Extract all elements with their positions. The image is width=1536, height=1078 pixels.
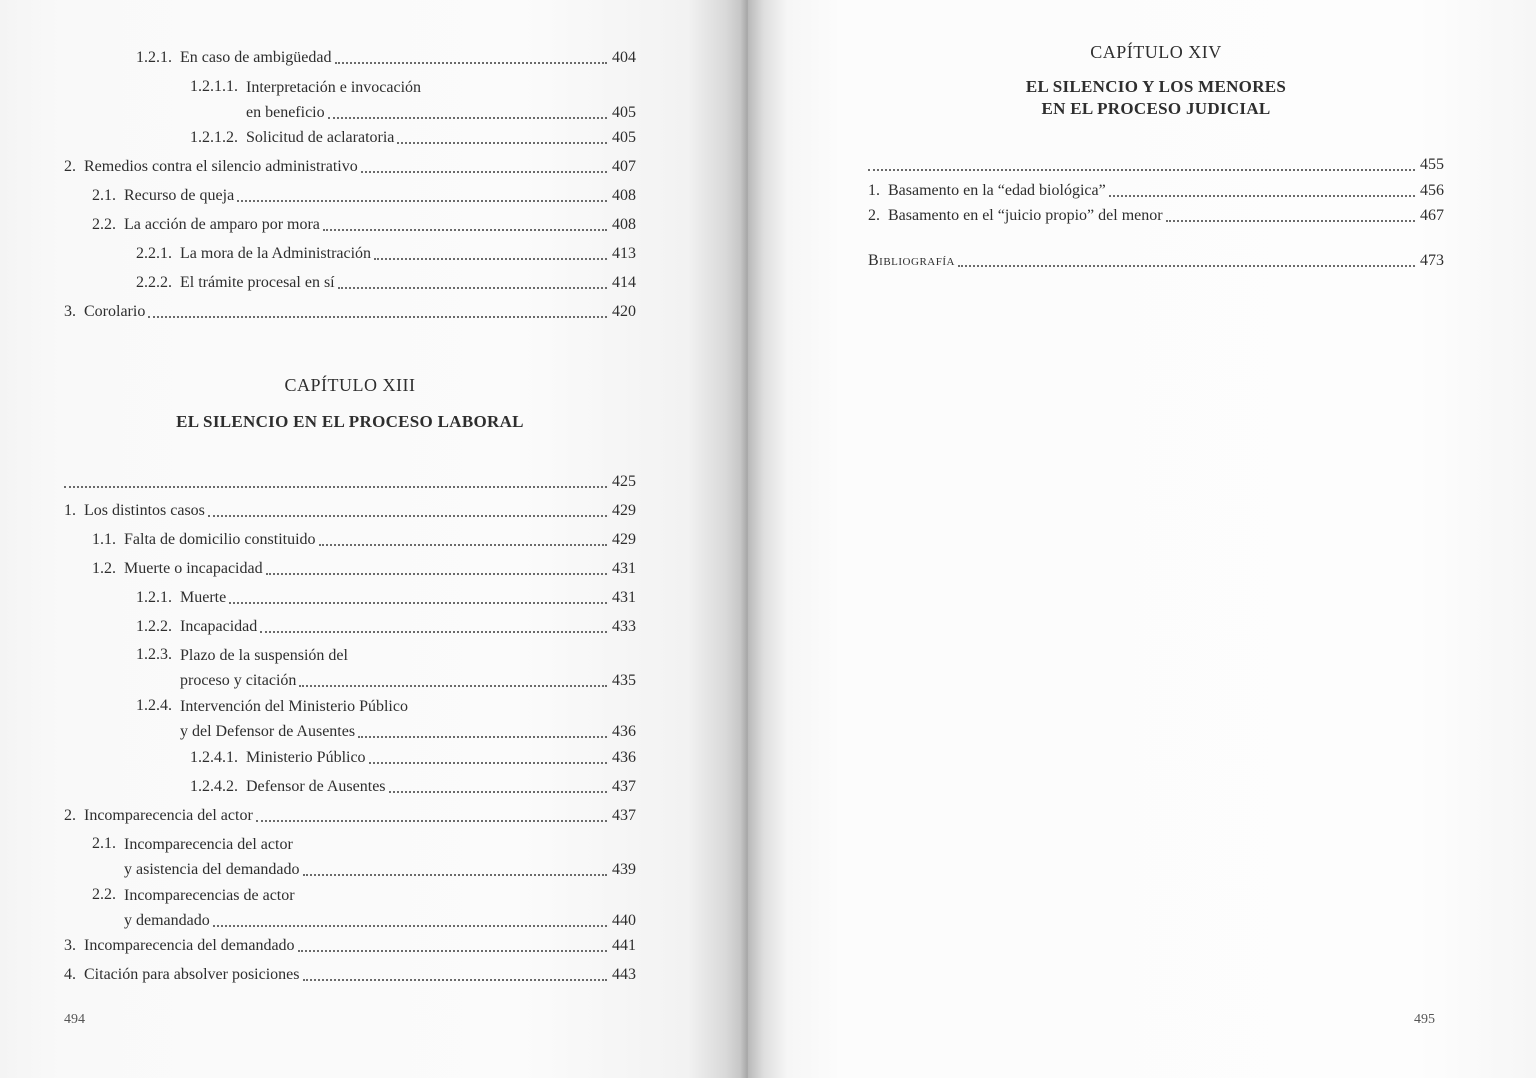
entry-number: 1.2.4.2. [190,778,238,795]
entry-label-line1: Interpretación e invocación [246,79,422,96]
toc-entry [64,155,636,177]
entry-number: 1.2.1.2. [190,129,238,146]
page-folio: 494 [64,1012,85,1027]
toc-entry [92,528,636,550]
leader-dots [299,685,607,687]
entry-label: La acción de amparo por mora [124,216,320,233]
page-number: 436 [612,723,636,740]
page-number: 437 [612,778,636,795]
leader-dots [389,791,607,793]
entry-label: En caso de ambigüedad [180,49,332,66]
entry-number: 2. [868,207,880,224]
entry-label: Incomparecencia del actor [84,807,253,824]
page-number: 456 [1420,182,1444,199]
page-number: 429 [612,502,636,519]
chapter-heading: CAPÍTULO XIII [284,375,416,395]
page-number: 436 [612,749,636,766]
toc-entry [136,645,636,691]
page-number: 439 [612,861,636,878]
entry-number: 1.2.1. [136,589,172,606]
leader-dots [208,515,607,517]
leader-dots [1166,220,1415,222]
entry-label: Recurso de queja [124,187,235,204]
chapter-title: EL SILENCIO EN EL PROCESO LABORAL [176,412,524,431]
entry-label: Basamento en el “juicio propio” del menor [888,207,1163,224]
entry-label: Corolario [84,303,146,320]
entry-label: Defensor de Ausentes [246,778,386,795]
page-number: 440 [612,912,636,929]
page-number: 405 [612,104,636,121]
page-number: 467 [1420,207,1444,224]
entry-label-line2: y del Defensor de Ausentes [180,723,356,740]
leader-dots [237,200,607,202]
leader-dots [958,265,1415,267]
leader-dots [868,169,1415,171]
entry-label: Muerte o incapacidad [124,560,263,577]
entry-label: Basamento en la “edad biológica” [888,182,1106,199]
page-number: 455 [1420,156,1444,173]
toc-entry [64,300,636,322]
entry-number: 1.1. [92,531,116,548]
leader-dots [358,736,607,738]
leader-dots [335,62,608,64]
entry-number: 1.2.4. [136,697,172,714]
toc-entry [136,696,636,742]
entry-label-line1: Intervención del Ministerio Público [180,698,408,715]
toc-entry [64,934,636,956]
page-number: 429 [612,531,636,548]
entry-number: 2. [64,807,76,824]
toc-entry [92,213,636,235]
entry-number: 2.2.1. [136,245,172,262]
entry-label-line1: Incomparecencias de actor [124,887,295,904]
leader-dots [1109,195,1415,197]
toc-entry [136,615,636,637]
page-number: 443 [612,966,636,983]
entry-number: 2.2. [92,886,116,903]
toc-entry [92,557,636,579]
toc-entry [868,204,1444,226]
leader-dots [338,287,607,289]
chapter-title-line2: EN EL PROCESO JUDICIAL [1041,99,1271,118]
page-number: 408 [612,187,636,204]
toc-entry [64,470,636,492]
entry-label: Solicitud de aclaratoria [246,129,395,146]
page-number: 431 [612,560,636,577]
toc-entry [868,179,1444,201]
entry-number: 1.2.4.1. [190,749,238,766]
entry-number: 2.1. [92,187,116,204]
entry-number: 1.2. [92,560,116,577]
page-number: 414 [612,274,636,291]
leader-dots [148,316,607,318]
leader-dots [260,631,607,633]
entry-label: Incomparecencia del demandado [84,937,295,954]
left-page [0,0,748,1078]
leader-dots [361,171,607,173]
page-number: 404 [612,49,636,66]
leader-dots [369,762,607,764]
toc-entry [64,963,636,985]
page-number: 420 [612,303,636,320]
leader-dots [323,229,607,231]
entry-label-line1: Incomparecencia del actor [124,836,293,853]
entry-label: Ministerio Público [246,749,366,766]
bibliography-label: Bibliografía [868,252,955,269]
page-number: 433 [612,618,636,635]
entry-number: 2. [64,158,76,175]
toc-entry [92,834,636,880]
leader-dots [298,950,607,952]
toc-entry [92,885,636,931]
leader-dots [64,486,607,488]
entry-number: 3. [64,937,76,954]
toc-entry [136,586,636,608]
toc-entry [190,746,636,768]
page-number: 473 [1420,252,1444,269]
entry-number: 2.2. [92,216,116,233]
leader-dots [397,142,607,144]
entry-number: 1. [64,502,76,519]
entry-label: Remedios contra el silencio administrativo [84,158,358,175]
toc-entry [136,46,636,68]
toc-entry-bibliography [868,249,1444,271]
toc-entry [190,775,636,797]
entry-number: 1.2.3. [136,646,172,663]
leader-dots [266,573,607,575]
toc-entry [190,77,636,123]
page-folio: 495 [1414,1012,1435,1027]
entry-label: Falta de domicilio constituido [124,531,316,548]
page-number: 437 [612,807,636,824]
page-number: 405 [612,129,636,146]
page-number: 431 [612,589,636,606]
entry-number: 1. [868,182,880,199]
entry-number: 1.2.2. [136,618,172,635]
toc-entry [190,126,636,148]
leader-dots [374,258,607,260]
leader-dots [328,117,607,119]
leader-dots [319,544,607,546]
right-page [748,0,1536,1078]
entry-number: 1.2.1. [136,49,172,66]
toc-entry [868,153,1444,175]
leader-dots [229,602,607,604]
entry-label: Citación para absolver posiciones [84,966,300,983]
entry-label: Los distintos casos [84,502,205,519]
toc-entry [136,242,636,264]
entry-label-line2: en beneficio [246,104,325,121]
entry-number: 3. [64,303,76,320]
page-number: 408 [612,216,636,233]
toc-entry [64,804,636,826]
entry-label: Muerte [180,589,227,606]
page-number: 435 [612,672,636,689]
entry-number: 4. [64,966,76,983]
leader-dots [303,874,608,876]
page-number: 441 [612,937,636,954]
entry-label-line2: proceso y citación [180,672,297,689]
leader-dots [256,820,607,822]
page-number: 413 [612,245,636,262]
toc-entry [136,271,636,293]
entry-label: La mora de la Administración [180,245,372,262]
entry-label: Incapacidad [180,618,258,635]
page-number: 407 [612,158,636,175]
entry-label-line2: y demandado [124,912,210,929]
toc-entry [92,184,636,206]
entry-label-line1: Plazo de la suspensión del [180,647,348,664]
entry-number: 1.2.1.1. [190,78,238,95]
entry-label-line2: y asistencia del demandado [124,861,300,878]
entry-number: 2.2.2. [136,274,172,291]
toc-entry [64,499,636,521]
leader-dots [213,925,607,927]
entry-label: El trámite procesal en sí [180,274,335,291]
leader-dots [303,979,608,981]
chapter-heading: CAPÍTULO XIV [1090,42,1222,62]
entry-number: 2.1. [92,835,116,852]
page-number: 425 [612,473,636,490]
chapter-title-line1: EL SILENCIO Y LOS MENORES [1025,77,1287,96]
